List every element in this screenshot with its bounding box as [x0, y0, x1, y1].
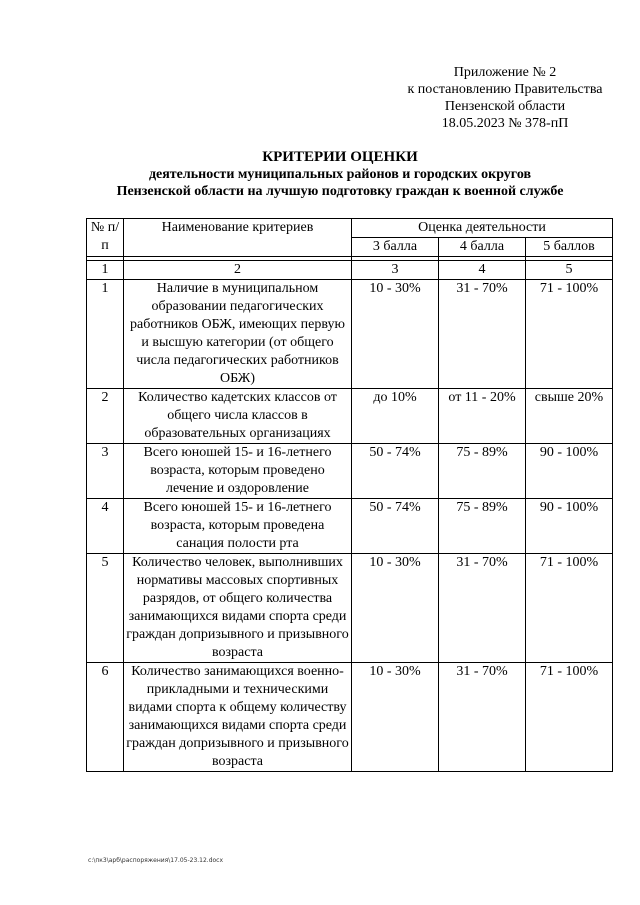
table-row [87, 663, 613, 772]
score-4-value: 75 - 89% [439, 444, 526, 499]
appendix-line: Приложение № 2 [453, 65, 557, 80]
appendix-line: 18.05.2023 № 378-пП [441, 116, 569, 131]
criterion-name: Количество занимающихся военно-прикладными и техническими видами спорта к общему количеству занимающихся видами спорта среди граждан допризывного и призывного возраста [124, 663, 352, 772]
column-number: 3 [352, 261, 439, 280]
criterion-name: Всего юношей 15- и 16-летнего возраста, которым проведена санация полости рта [124, 499, 352, 554]
score-5-value: 90 - 100% [526, 444, 613, 499]
appendix-line: к постановлению Правительства [407, 82, 603, 97]
score-4-value: 31 - 70% [439, 554, 526, 663]
score-3-value: 10 - 30% [352, 554, 439, 663]
score-3-value: 10 - 30% [352, 663, 439, 772]
score-4-value: от 11 - 20% [439, 389, 526, 444]
header-name: Наименование критериев [124, 219, 352, 257]
header-score-4: 4 балла [439, 238, 526, 257]
document-title [40, 149, 640, 200]
score-3-value: 10 - 30% [352, 280, 439, 389]
table-header-row [87, 219, 613, 238]
title-subtitle: Пензенской области на лучшую подготовку граждан к военной службе [116, 184, 564, 199]
criterion-name: Наличие в муниципальном образовании педагогических работников ОБЖ, имеющих первую и высшую категории (от общего числа педагогических работников ОБЖ) [124, 280, 352, 389]
header-num: № п/п [87, 219, 124, 257]
appendix-line: Пензенской области [444, 99, 566, 114]
table-row [87, 554, 613, 663]
criterion-name: Всего юношей 15- и 16-летнего возраста, которым проведено лечение и оздоровление [124, 444, 352, 499]
title-main: КРИТЕРИИ ОЦЕНКИ [262, 149, 418, 165]
score-5-value: 71 - 100% [526, 554, 613, 663]
row-number: 1 [87, 280, 124, 389]
file-path-footer: c:\пк3\арб\распоряжения\17.05-23.12.docx [88, 857, 224, 864]
appendix-block [370, 64, 640, 132]
score-5-value: 71 - 100% [526, 280, 613, 389]
score-4-value: 75 - 89% [439, 499, 526, 554]
header-group: Оценка деятельности [352, 219, 613, 238]
table-row [87, 389, 613, 444]
column-number-row [87, 261, 613, 280]
score-5-value: 71 - 100% [526, 663, 613, 772]
criteria-table [86, 218, 613, 772]
row-number: 2 [87, 389, 124, 444]
score-3-value: 50 - 74% [352, 499, 439, 554]
score-3-value: до 10% [352, 389, 439, 444]
table-row [87, 499, 613, 554]
column-number: 4 [439, 261, 526, 280]
table-row [87, 280, 613, 389]
header-score-3: 3 балла [352, 238, 439, 257]
header-score-5: 5 баллов [526, 238, 613, 257]
table-row [87, 444, 613, 499]
score-5-value: свыше 20% [526, 389, 613, 444]
score-5-value: 90 - 100% [526, 499, 613, 554]
score-4-value: 31 - 70% [439, 663, 526, 772]
score-3-value: 50 - 74% [352, 444, 439, 499]
title-subtitle: деятельности муниципальных районов и городских округов [148, 167, 532, 182]
column-number: 2 [124, 261, 352, 280]
row-number: 4 [87, 499, 124, 554]
row-number: 3 [87, 444, 124, 499]
criterion-name: Количество человек, выполнивших нормативы массовых спортивных разрядов, от общего количества занимающихся видами спорта среди граждан допризывного и призывного возраста [124, 554, 352, 663]
row-number: 5 [87, 554, 124, 663]
criterion-name: Количество кадетских классов от общего числа классов в образовательных организациях [124, 389, 352, 444]
row-number: 6 [87, 663, 124, 772]
column-number: 5 [526, 261, 613, 280]
column-number: 1 [87, 261, 124, 280]
score-4-value: 31 - 70% [439, 280, 526, 389]
